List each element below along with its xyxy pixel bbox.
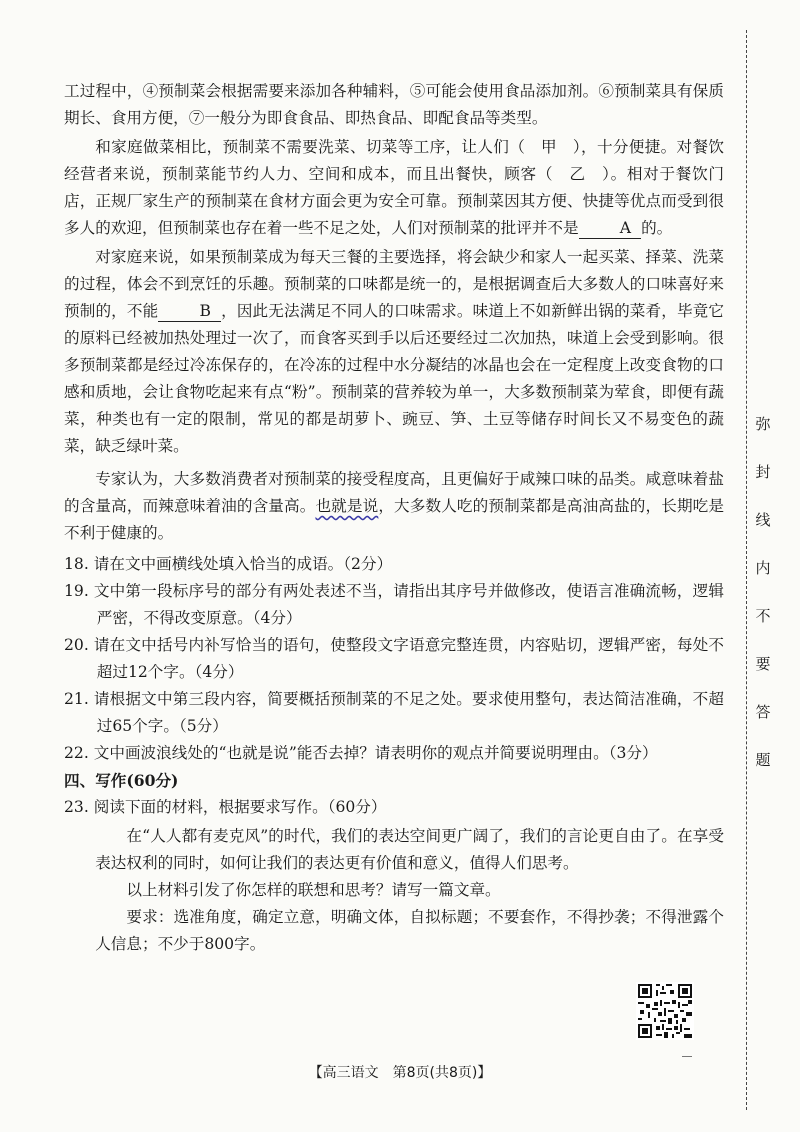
essay-material: 在“人人都有麦克风”的时代，我们的表达空间更广阔了，我们的言论更自由了。在享受表达权利的同时，如何让我们的表达更有价值和意义，值得人们思考。 bbox=[95, 827, 724, 872]
binding-char: 答 bbox=[755, 703, 771, 721]
paragraph-3 bbox=[64, 244, 724, 460]
blank-b: B bbox=[158, 301, 221, 322]
binding-char: 要 bbox=[755, 655, 771, 673]
paragraph-1: 工过程中，④预制菜会根据需要来添加各种辅料，⑤可能会使用食品添加剂。⑥预制菜具有保质期长、食用方便，⑦一般分为即食食品、即热食品、即配食品等类型。 bbox=[64, 82, 724, 127]
question-19: 19. 文中第一段标序号的部分有两处表述不当，请指出其序号并做修改，使语言准确流畅，逻辑严密，不得改变原意。（4分） bbox=[64, 582, 724, 627]
binding-char: 弥 bbox=[755, 415, 771, 433]
blank-a: A bbox=[579, 218, 641, 239]
binding-char: 不 bbox=[755, 607, 771, 625]
questions-list bbox=[64, 551, 724, 767]
binding-notice bbox=[748, 400, 778, 784]
essay-material-block bbox=[64, 823, 724, 958]
divider bbox=[682, 1056, 692, 1057]
question-23: 23. 阅读下面的材料，根据要求写作。（60分） bbox=[64, 798, 387, 816]
paragraph-4 bbox=[64, 466, 724, 547]
binding-char: 题 bbox=[755, 751, 771, 769]
binding-char: 线 bbox=[755, 511, 771, 529]
paragraph-2 bbox=[64, 134, 724, 242]
paragraph-4-text: 专家认为，大多数消费者对预制菜的接受程度高，且更偏好于咸辣口味的品类。咸意味着盐的含量高，而辣意味着油的含量高。 bbox=[64, 470, 724, 515]
binding-char: 内 bbox=[755, 559, 771, 577]
paragraph-2-text: 和家庭做菜相比，预制菜不需要洗菜、切菜等工序，让人们（ 甲 ），十分便捷。对餐饮经营者来说，预制菜能节约人力、空间和成本，而且出餐快，顾客（ 乙 ）。相对于餐饮门店，正规厂家生产的预制菜在食材方面会更为安全可靠。预制菜因其方便、快捷等优点而受到很多人的欢迎，但预制菜也存在着一些不足之处，人们对预制菜的批评并不是 bbox=[64, 138, 724, 237]
passage bbox=[64, 78, 724, 958]
essay-requirements: 要求：选准角度，确定立意，明确文体，自拟标题；不要套作，不得抄袭；不得泄露个人信息；不少于800字。 bbox=[95, 908, 724, 953]
wavy-underlined-phrase: 也就是说 bbox=[315, 497, 379, 515]
question-20: 20. 请在文中括号内补写恰当的语句，使整段文字语意完整连贯，内容贴切，逻辑严密，每处不超过12个字。（4分） bbox=[64, 636, 724, 681]
question-18: 18. 请在文中画横线处填入恰当的成语。（2分） bbox=[64, 555, 393, 573]
essay-prompt: 以上材料引发了你怎样的联想和思考？请写一篇文章。 bbox=[126, 881, 501, 899]
question-21: 21. 请根据文中第三段内容，简要概括预制菜的不足之处。要求使用整句，表达简洁准确，不超过65个字。（5分） bbox=[64, 690, 724, 735]
paragraph-2-tail: 的。 bbox=[641, 219, 673, 237]
paragraph-3-tail: ，因此无法满足不同人的口味需求。味道上不如新鲜出锅的菜肴，毕竟它的原料已经被加热处理过一次了，而食客买到手以后还要经过二次加热，味道上会受到影响。很多预制菜都是经过冷冻保存的，在冷冻的过程中水分凝结的冰晶也会在一定程度上改变食物的口感和质地，会让食物吃起来有点“粉”。预制菜的营养较为单一，大多数预制菜为荤食，即便有蔬菜，种类也有一定的限制，常见的都是胡萝卜、豌豆、笋、土豆等储存时间长又不易变色的蔬菜，缺乏绿叶菜。 bbox=[64, 302, 724, 455]
question-22: 22. 文中画波浪线处的“也就是说”能否去掉？请表明你的观点并简要说明理由。（3分） bbox=[64, 744, 658, 762]
paragraph-4-tail: ，大多数人吃的预制菜都是高油高盐的，长期吃是不利于健康的。 bbox=[64, 497, 724, 542]
section-writing-heading: 四、写作(60分) bbox=[64, 771, 179, 790]
binding-char: 封 bbox=[755, 463, 771, 481]
binding-dashed-line bbox=[746, 30, 747, 1110]
qr-code-icon bbox=[636, 982, 694, 1040]
page-footer: 【高三语文 第8页(共8页)】 bbox=[308, 1065, 492, 1081]
paragraph-3-text: 对家庭来说，如果预制菜成为每天三餐的主要选择，将会缺少和家人一起买菜、择菜、洗菜的过程，体会不到烹饪的乐趣。预制菜的口味都是统一的，是根据调查后大多数人的口味喜好来预制的，不能 bbox=[64, 248, 724, 320]
